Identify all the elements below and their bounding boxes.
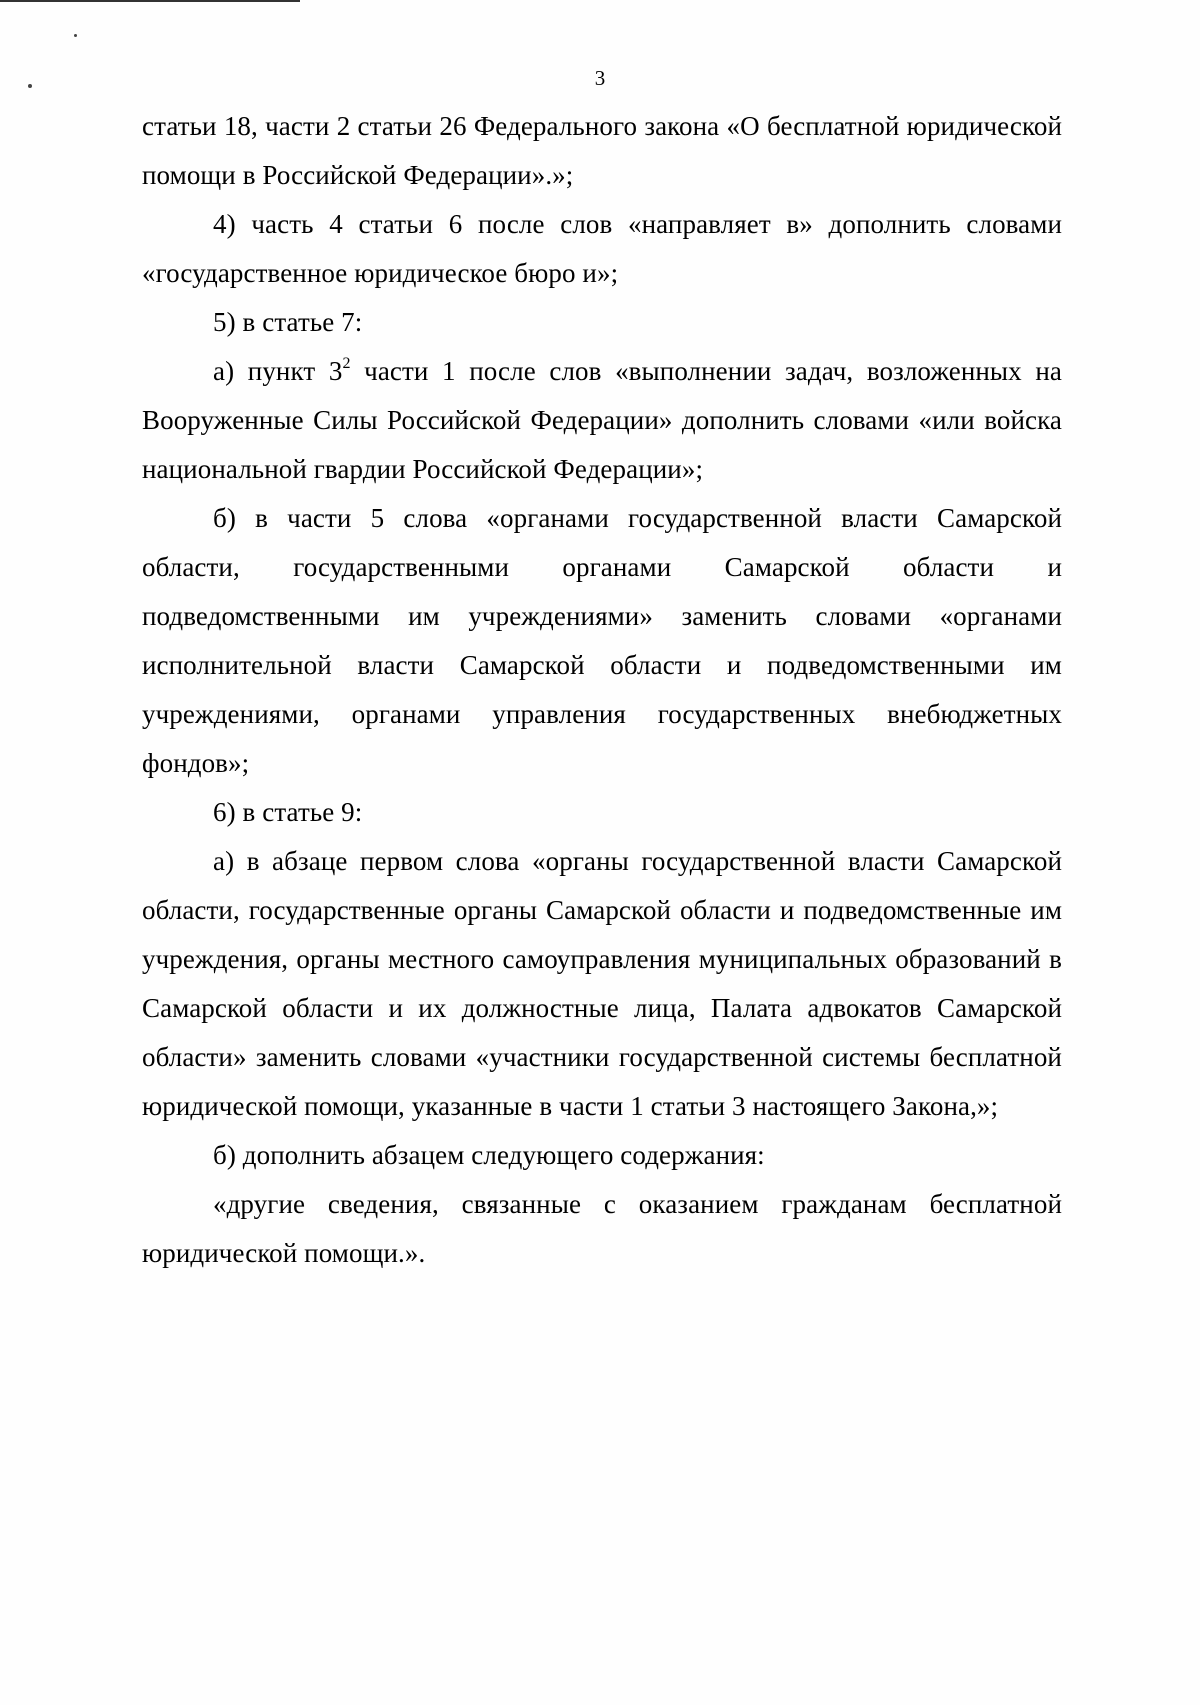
paragraph: а) в абзаце первом слова «органы государственной власти Самарской области, государственные органы Самарской области и подведомственные им учреждения, органы местного самоуправления муниципальных образований в Самарской области и их должностные лица, Палата адвокатов Самарской области» заменить словами «участники государственной системы бесплатной юридической помощи, указанные в части 1 статьи 3 настоящего Закона,»; <box>142 846 1062 1121</box>
paragraph: б) в части 5 слова «органами государственной власти Самарской области, государственными органами Самарской области и подведомственными им учреждениями» заменить словами «органами исполнительной власти Самарской области и подведомственными им учреждениями, органами управления государственных внебюджетных фондов»; <box>142 503 1062 778</box>
paragraph: «другие сведения, связанные с оказанием гражданам бесплатной юридической помощи.». <box>142 1189 1062 1268</box>
paragraph: 4) часть 4 статьи 6 после слов «направляет в» дополнить словами «государственное юридическое бюро и»; <box>142 209 1062 288</box>
paragraph: статьи 18, части 2 статьи 26 Федерального закона «О бесплатной юридической помощи в Российской Федерации».»; <box>142 111 1062 190</box>
paragraph-text-after: части 1 после слов «выполнении задач, возложенных на Вооруженные Силы Российской Федерации» дополнить словами «или войска национальной гвардии Российской Федерации»; <box>142 356 1063 484</box>
paragraph <box>142 347 1062 494</box>
scan-edge-line <box>0 0 300 2</box>
page-number: 3 <box>594 66 606 90</box>
paragraph: 6) в статье 9: <box>213 797 363 827</box>
superscript: 2 <box>342 355 351 372</box>
document-body <box>142 102 1062 1278</box>
paragraph-text-before: а) пункт 3 <box>213 356 343 386</box>
paragraph: б) дополнить абзацем следующего содержания: <box>213 1140 765 1170</box>
paragraph: 5) в статье 7: <box>213 307 363 337</box>
scan-speck <box>74 34 77 37</box>
